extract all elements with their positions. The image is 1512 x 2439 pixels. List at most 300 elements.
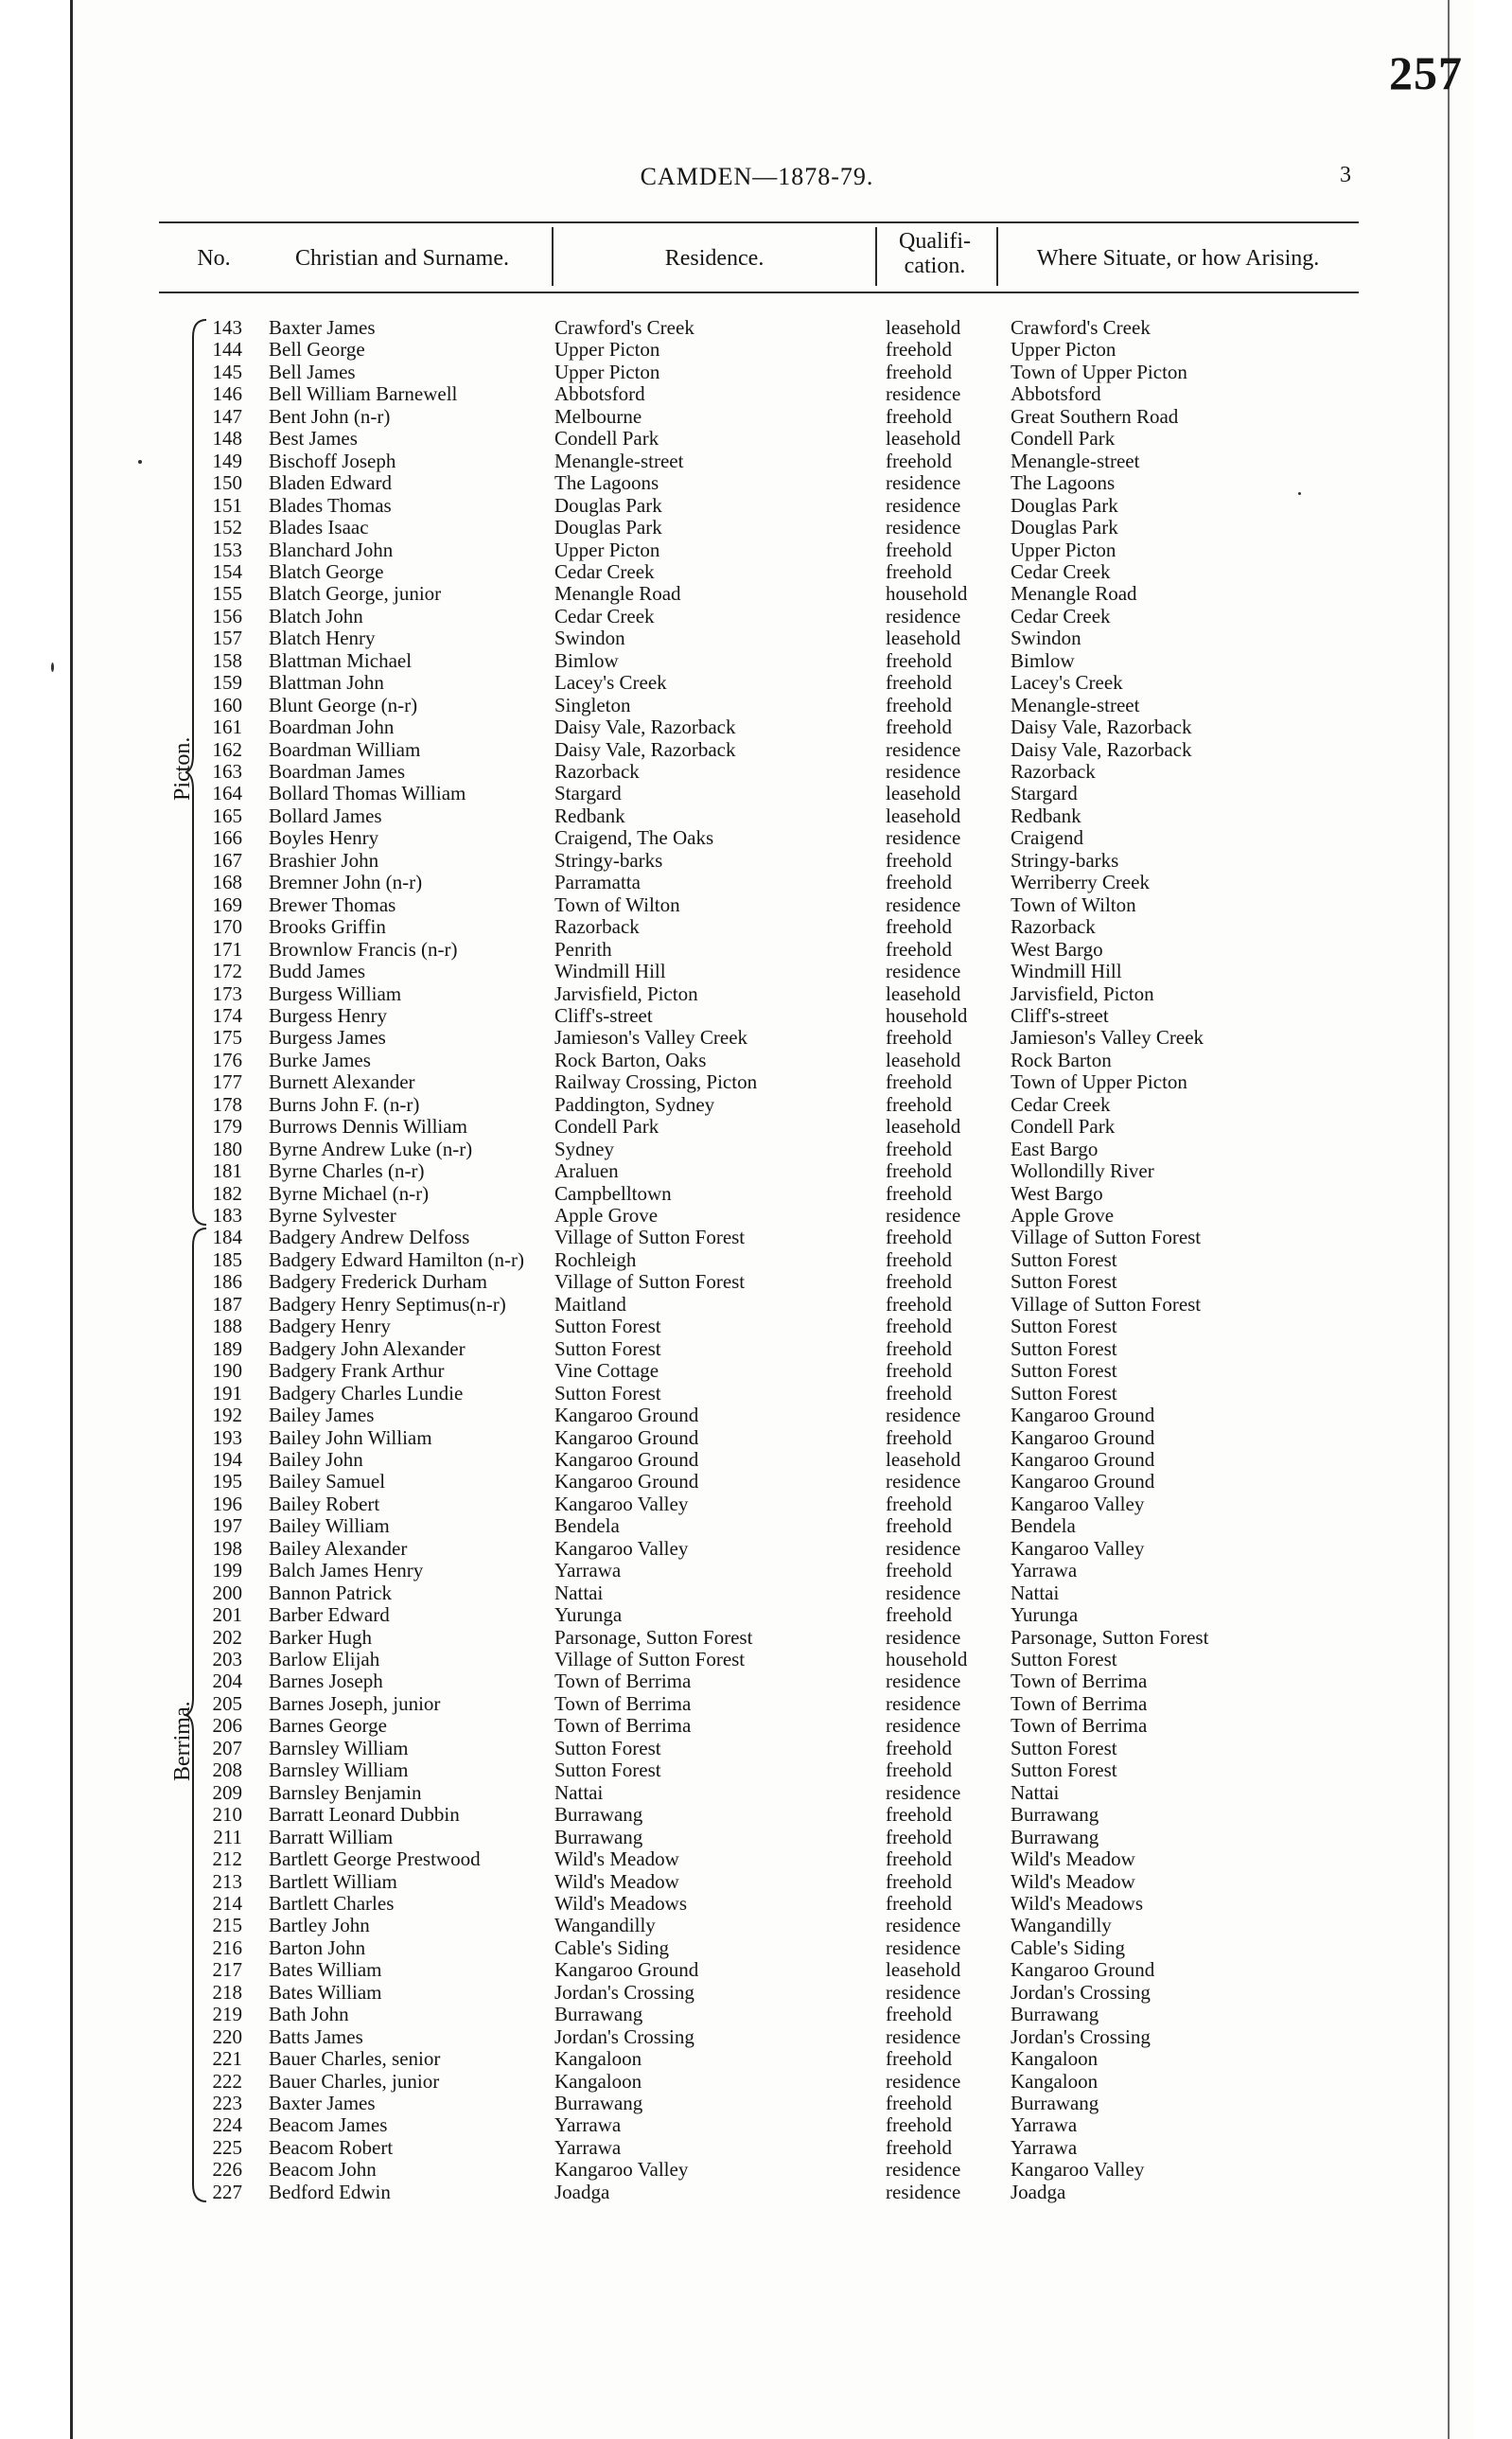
residence-cell: Jarvisfield, Picton	[554, 981, 698, 1005]
qualification-cell: freehold	[886, 1247, 952, 1271]
elector-name: Bischoff Joseph	[269, 449, 396, 472]
residence-cell: Douglas Park	[554, 493, 662, 517]
elector-name: Brooks Griffin	[269, 915, 386, 939]
where-situate-cell: Sutton Forest	[1011, 1359, 1117, 1383]
residence-cell: Joadga	[554, 2180, 610, 2203]
elector-name: Badgery John Alexander	[269, 1336, 466, 1360]
elector-name: Barnes Joseph	[269, 1670, 383, 1693]
residence-cell: Cedar Creek	[554, 559, 655, 583]
where-situate-cell: Nattai	[1011, 1581, 1060, 1604]
table-row	[0, 583, 1512, 605]
column-header-qualification-line2: cation.	[904, 254, 966, 278]
column-divider	[996, 227, 998, 286]
residence-cell: Swindon	[554, 627, 625, 650]
where-situate-cell: Menangle Road	[1011, 582, 1137, 606]
elector-name: Blatch John	[269, 604, 363, 627]
row-number: 220	[212, 2024, 242, 2048]
table-row	[0, 1493, 1512, 1515]
table-row	[0, 428, 1512, 450]
where-situate-cell: Cedar Creek	[1011, 1092, 1111, 1116]
qualification-cell: freehold	[886, 538, 952, 561]
qualification-cell: freehold	[886, 1891, 952, 1915]
residence-cell: Village of Sutton Forest	[554, 1226, 746, 1249]
qualification-cell: leasehold	[886, 1115, 961, 1139]
table-row	[0, 1848, 1512, 1870]
row-number: 199	[212, 1559, 242, 1582]
elector-name: Burke James	[269, 1048, 371, 1071]
qualification-cell: leasehold	[886, 1958, 961, 1982]
group-label-berrima: Berrima.	[170, 1701, 195, 1781]
residence-cell: Razorback	[554, 760, 640, 783]
where-situate-cell: West Bargo	[1011, 937, 1103, 961]
where-situate-cell: Yurunga	[1011, 1603, 1079, 1627]
table-row	[0, 739, 1512, 761]
elector-name: Blatch Henry	[269, 627, 376, 650]
qualification-cell: household	[886, 582, 968, 606]
elector-name: Bailey John William	[269, 1425, 432, 1449]
table-row	[0, 961, 1512, 982]
row-number: 162	[212, 737, 242, 761]
residence-cell: Jordan's Crossing	[554, 2024, 694, 2048]
table-row	[0, 495, 1512, 517]
elector-name: Bates William	[269, 1980, 382, 2004]
table-row	[0, 1893, 1512, 1915]
elector-name: Bannon Patrick	[269, 1581, 393, 1604]
row-number: 181	[212, 1159, 242, 1183]
qualification-cell: freehold	[886, 1070, 952, 1094]
residence-cell: Lacey's Creek	[554, 671, 667, 695]
where-situate-cell: Apple Grove	[1011, 1204, 1115, 1227]
where-situate-cell: Razorback	[1011, 760, 1096, 783]
table-row	[0, 317, 1512, 339]
where-situate-cell: Wangandilly	[1011, 1914, 1112, 1937]
residence-cell: Daisy Vale, Razorback	[554, 716, 736, 739]
residence-cell: Kangaroo Valley	[554, 1492, 689, 1515]
residence-cell: Penrith	[554, 937, 612, 961]
qualification-cell: freehold	[886, 2047, 952, 2071]
elector-name: Boardman William	[269, 737, 421, 761]
elector-name: Bartlett George Prestwood	[269, 1847, 481, 1871]
table-row	[0, 1050, 1512, 1071]
qualification-cell: residence	[886, 516, 961, 539]
row-number: 197	[212, 1514, 242, 1538]
where-situate-cell: Redbank	[1011, 804, 1081, 827]
where-situate-cell: Kangaroo Ground	[1011, 1958, 1155, 1982]
elector-name: Badgery Charles Lundie	[269, 1381, 464, 1405]
table-row	[0, 2071, 1512, 2093]
table-row	[0, 872, 1512, 893]
row-number: 186	[212, 1270, 242, 1294]
elector-name: Brashier John	[269, 848, 379, 872]
where-situate-cell: Bendela	[1011, 1514, 1076, 1538]
elector-name: Burns John F. (n-r)	[269, 1092, 420, 1116]
qualification-cell: residence	[886, 1980, 961, 2004]
elector-name: Blanchard John	[269, 538, 394, 561]
where-situate-cell: Cable's Siding	[1011, 1935, 1126, 1959]
where-situate-cell: Burrawang	[1011, 2003, 1099, 2026]
header-top-rule	[159, 221, 1359, 223]
row-number: 160	[212, 693, 242, 716]
where-situate-cell: Nattai	[1011, 1780, 1060, 1804]
table-row	[0, 1160, 1512, 1182]
row-number: 155	[212, 582, 242, 606]
residence-cell: Stringy-barks	[554, 848, 663, 872]
residence-cell: Jamieson's Valley Creek	[554, 1026, 748, 1050]
row-number: 172	[212, 960, 242, 983]
table-row	[0, 1982, 1512, 2004]
row-number: 145	[212, 360, 242, 383]
table-row	[0, 1227, 1512, 1248]
residence-cell: Redbank	[554, 804, 625, 827]
table-row	[0, 1205, 1512, 1227]
elector-name: Byrne Sylvester	[269, 1204, 396, 1227]
residence-cell: Burrawang	[554, 2003, 643, 2026]
qualification-cell: residence	[886, 1691, 961, 1715]
table-row	[0, 561, 1512, 583]
residence-cell: Wild's Meadows	[554, 1891, 688, 1915]
qualification-cell: leasehold	[886, 1447, 961, 1471]
qualification-cell: residence	[886, 2158, 961, 2182]
qualification-cell: freehold	[886, 871, 952, 894]
qualification-cell: freehold	[886, 1759, 952, 1782]
qualification-cell: leasehold	[886, 782, 961, 805]
row-number: 208	[212, 1759, 242, 1782]
residence-cell: Parsonage, Sutton Forest	[554, 1625, 753, 1649]
ink-speck	[138, 460, 142, 464]
elector-name: Byrne Michael (n-r)	[269, 1181, 430, 1205]
table-row	[0, 1693, 1512, 1715]
where-situate-cell: Upper Picton	[1011, 338, 1116, 362]
table-row	[0, 983, 1512, 1005]
row-number: 158	[212, 648, 242, 672]
where-situate-cell: West Bargo	[1011, 1181, 1103, 1205]
elector-name: Barratt Leonard Dubbin	[269, 1803, 460, 1827]
qualification-cell: freehold	[886, 338, 952, 362]
elector-name: Barnsley Benjamin	[269, 1780, 422, 1804]
residence-cell: Paddington, Sydney	[554, 1092, 715, 1116]
qualification-cell: residence	[886, 2069, 961, 2093]
elector-name: Best James	[269, 427, 358, 451]
table-row	[0, 695, 1512, 716]
where-situate-cell: Menangle-street	[1011, 449, 1140, 472]
where-situate-cell: Kangaroo Ground	[1011, 1425, 1155, 1449]
where-situate-cell: Great Southern Road	[1011, 404, 1179, 428]
table-row	[0, 1005, 1512, 1027]
residence-cell: Kangaroo Ground	[554, 1404, 699, 1427]
elector-name: Boyles Henry	[269, 826, 379, 850]
qualification-cell: freehold	[886, 1869, 952, 1893]
elector-name: Badgery Frank Arthur	[269, 1359, 445, 1383]
row-number: 151	[212, 493, 242, 517]
row-number: 180	[212, 1137, 242, 1160]
qualification-cell: residence	[886, 2180, 961, 2203]
qualification-cell: residence	[886, 382, 961, 406]
qualification-cell: leasehold	[886, 981, 961, 1005]
table-row	[0, 1427, 1512, 1449]
table-row	[0, 539, 1512, 561]
row-number: 178	[212, 1092, 242, 1116]
residence-cell: Railway Crossing, Picton	[554, 1070, 758, 1094]
row-number: 201	[212, 1603, 242, 1627]
residence-cell: Maitland	[554, 1292, 626, 1316]
table-row	[0, 1116, 1512, 1138]
qualification-cell: residence	[886, 1914, 961, 1937]
qualification-cell: freehold	[886, 1226, 952, 1249]
table-row	[0, 1094, 1512, 1116]
table-row	[0, 1759, 1512, 1781]
elector-name: Budd James	[269, 960, 366, 983]
residence-cell: Wangandilly	[554, 1914, 656, 1937]
qualification-cell: freehold	[886, 1270, 952, 1294]
table-row	[0, 1027, 1512, 1049]
residence-cell: Yarrawa	[554, 2135, 622, 2159]
table-row	[0, 2137, 1512, 2159]
where-situate-cell: Kangaroo Valley	[1011, 2158, 1145, 2182]
residence-cell: Kangaroo Ground	[554, 1958, 699, 1982]
where-situate-cell: Jordan's Crossing	[1011, 2024, 1151, 2048]
qualification-cell: freehold	[886, 559, 952, 583]
residence-cell: Rochleigh	[554, 1247, 637, 1271]
row-number: 211	[213, 1825, 242, 1848]
row-number: 167	[212, 848, 242, 872]
where-situate-cell: Joadga	[1011, 2180, 1066, 2203]
elector-name: Barlow Elijah	[269, 1648, 380, 1670]
elector-name: Barnes Joseph, junior	[269, 1691, 441, 1715]
row-number: 143	[212, 316, 242, 339]
residence-cell: Kangaroo Ground	[554, 1470, 699, 1493]
residence-cell: Upper Picton	[554, 538, 660, 561]
elector-name: Bartley John	[269, 1914, 370, 1937]
residence-cell: Yurunga	[554, 1603, 623, 1627]
residence-cell: Nattai	[554, 1581, 604, 1604]
qualification-cell: freehold	[886, 1514, 952, 1538]
qualification-cell: freehold	[886, 1736, 952, 1759]
qualification-cell: residence	[886, 1470, 961, 1493]
elector-name: Bailey Samuel	[269, 1470, 386, 1493]
residence-cell: Town of Berrima	[554, 1714, 692, 1738]
qualification-cell: freehold	[886, 360, 952, 383]
where-situate-cell: Town of Berrima	[1011, 1670, 1148, 1693]
elector-name: Bell William Barnewell	[269, 382, 458, 406]
row-number: 215	[212, 1914, 242, 1937]
where-situate-cell: Village of Sutton Forest	[1011, 1226, 1202, 1249]
qualification-cell: residence	[886, 493, 961, 517]
row-number: 188	[212, 1315, 242, 1338]
elector-name: Bremner John (n-r)	[269, 871, 423, 894]
where-situate-cell: Jarvisfield, Picton	[1011, 981, 1154, 1005]
table-row	[0, 1271, 1512, 1293]
residence-cell: Singleton	[554, 693, 631, 716]
row-number: 171	[212, 937, 242, 961]
row-number: 149	[212, 449, 242, 472]
where-situate-cell: Sutton Forest	[1011, 1648, 1117, 1670]
table-row	[0, 1871, 1512, 1893]
elector-name: Bauer Charles, junior	[269, 2069, 440, 2093]
qualification-cell: freehold	[886, 1559, 952, 1582]
residence-cell: Apple Grove	[554, 1204, 659, 1227]
where-situate-cell: Jamieson's Valley Creek	[1011, 1026, 1204, 1050]
table-row	[0, 1071, 1512, 1093]
residence-cell: Crawford's Creek	[554, 316, 694, 339]
residence-cell: Wild's Meadow	[554, 1869, 679, 1893]
qualification-cell: residence	[886, 1581, 961, 1604]
residence-cell: Parramatta	[554, 871, 641, 894]
row-number: 163	[212, 760, 242, 783]
row-number: 204	[212, 1670, 242, 1693]
where-situate-cell: Cedar Creek	[1011, 604, 1111, 627]
where-situate-cell: Stargard	[1011, 782, 1078, 805]
row-number: 175	[212, 1026, 242, 1050]
row-number: 203	[212, 1648, 242, 1670]
row-number: 194	[212, 1447, 242, 1471]
elector-name: Bailey Robert	[269, 1492, 380, 1515]
where-situate-cell: Sutton Forest	[1011, 1247, 1117, 1271]
qualification-cell: freehold	[886, 1137, 952, 1160]
elector-name: Barber Edward	[269, 1603, 390, 1627]
table-row	[0, 827, 1512, 849]
table-row	[0, 672, 1512, 694]
qualification-cell: freehold	[886, 1847, 952, 1871]
row-number: 224	[212, 2113, 242, 2137]
residence-cell: Kangaroo Valley	[554, 2158, 689, 2182]
page-title: CAMDEN—1878-79.	[640, 163, 874, 190]
table-row	[0, 650, 1512, 672]
column-header-name: Christian and Surname.	[295, 246, 509, 271]
elector-name: Blades Thomas	[269, 493, 392, 517]
row-number: 152	[212, 516, 242, 539]
qualification-cell: household	[886, 1648, 968, 1670]
row-number: 207	[212, 1736, 242, 1759]
table-row	[0, 1560, 1512, 1582]
elector-name: Beacom John	[269, 2158, 377, 2182]
table-row	[0, 517, 1512, 539]
row-number: 227	[212, 2180, 242, 2203]
row-number: 185	[212, 1247, 242, 1271]
elector-name: Burrows Dennis William	[269, 1115, 467, 1139]
qualification-cell: residence	[886, 1404, 961, 1427]
residence-cell: Araluen	[554, 1159, 619, 1183]
table-row	[0, 1316, 1512, 1337]
residence-cell: Sydney	[554, 1137, 614, 1160]
where-situate-cell: Douglas Park	[1011, 493, 1118, 517]
residence-cell: Jordan's Crossing	[554, 1980, 694, 2004]
residence-cell: Cable's Siding	[554, 1935, 670, 1959]
row-number: 191	[212, 1381, 242, 1405]
row-number: 159	[212, 671, 242, 695]
where-situate-cell: Kangaloon	[1011, 2069, 1099, 2093]
qualification-cell: freehold	[886, 1092, 952, 1116]
elector-name: Bladen Edward	[269, 471, 393, 495]
table-row	[0, 1294, 1512, 1316]
where-situate-cell: Yarrawa	[1011, 1559, 1078, 1582]
elector-name: Barnes George	[269, 1714, 387, 1738]
residence-cell: Nattai	[554, 1780, 604, 1804]
table-row	[0, 406, 1512, 428]
elector-name: Baxter James	[269, 2092, 376, 2114]
table-row	[0, 805, 1512, 827]
row-number: 173	[212, 981, 242, 1005]
header-bottom-rule	[159, 292, 1359, 293]
row-number: 206	[212, 1714, 242, 1738]
column-header-qualification-line1: Qualifi-	[899, 229, 971, 254]
where-situate-cell: Burrawang	[1011, 1825, 1099, 1848]
table-row	[0, 1249, 1512, 1271]
where-situate-cell: Cedar Creek	[1011, 559, 1111, 583]
residence-cell: Village of Sutton Forest	[554, 1270, 746, 1294]
residence-cell: Town of Wilton	[554, 893, 680, 916]
where-situate-cell: Wollondilly River	[1011, 1159, 1154, 1183]
table-row	[0, 383, 1512, 405]
elector-name: Barker Hugh	[269, 1625, 373, 1649]
column-divider	[875, 227, 877, 286]
where-situate-cell: Razorback	[1011, 915, 1096, 939]
qualification-cell: freehold	[886, 1425, 952, 1449]
qualification-cell: freehold	[886, 2135, 952, 2159]
row-number: 148	[212, 427, 242, 451]
where-situate-cell: Condell Park	[1011, 1115, 1116, 1139]
qualification-cell: leasehold	[886, 316, 961, 339]
row-number: 176	[212, 1048, 242, 1071]
elector-name: Bartlett Charles	[269, 1891, 395, 1915]
table-row	[0, 1582, 1512, 1604]
table-row	[0, 362, 1512, 383]
qualification-cell: freehold	[886, 1181, 952, 1205]
residence-cell: Stargard	[554, 782, 622, 805]
residence-cell: Kangaloon	[554, 2069, 642, 2093]
row-number: 218	[212, 1980, 242, 2004]
where-situate-cell: Bimlow	[1011, 648, 1075, 672]
row-number: 164	[212, 782, 242, 805]
where-situate-cell: Werriberry Creek	[1011, 871, 1150, 894]
where-situate-cell: Parsonage, Sutton Forest	[1011, 1625, 1209, 1649]
table-row	[0, 1338, 1512, 1360]
where-situate-cell: Rock Barton	[1011, 1048, 1112, 1071]
table-row	[0, 1471, 1512, 1493]
elector-name: Bailey James	[269, 1404, 375, 1427]
qualification-cell: freehold	[886, 1026, 952, 1050]
table-row	[0, 916, 1512, 938]
residence-cell: Kangaloon	[554, 2047, 642, 2071]
residence-cell: Menangle Road	[554, 582, 681, 606]
row-number: 165	[212, 804, 242, 827]
elector-name: Barnsley William	[269, 1736, 409, 1759]
elector-name: Bell George	[269, 338, 365, 362]
residence-cell: Bendela	[554, 1514, 620, 1538]
qualification-cell: freehold	[886, 1336, 952, 1360]
row-number: 210	[212, 1803, 242, 1827]
row-number: 168	[212, 871, 242, 894]
row-number: 170	[212, 915, 242, 939]
row-number: 187	[212, 1292, 242, 1316]
where-situate-cell: Jordan's Crossing	[1011, 1980, 1151, 2004]
row-number: 147	[212, 404, 242, 428]
row-number: 209	[212, 1780, 242, 1804]
residence-cell: Kangaroo Ground	[554, 1425, 699, 1449]
elector-name: Byrne Charles (n-r)	[269, 1159, 425, 1183]
table-row	[0, 1827, 1512, 1848]
elector-name: Burnett Alexander	[269, 1070, 415, 1094]
qualification-cell: residence	[886, 1714, 961, 1738]
where-situate-cell: Craigend	[1011, 826, 1083, 850]
table-row	[0, 1959, 1512, 1981]
residence-cell: The Lagoons	[554, 471, 659, 495]
elector-name: Bailey Alexander	[269, 1536, 408, 1560]
column-header-where: Where Situate, or how Arising.	[1036, 246, 1320, 271]
residence-cell: Douglas Park	[554, 516, 662, 539]
elector-name: Bailey William	[269, 1514, 390, 1538]
residence-cell: Rock Barton, Oaks	[554, 1048, 707, 1071]
elector-name: Barton John	[269, 1935, 366, 1959]
